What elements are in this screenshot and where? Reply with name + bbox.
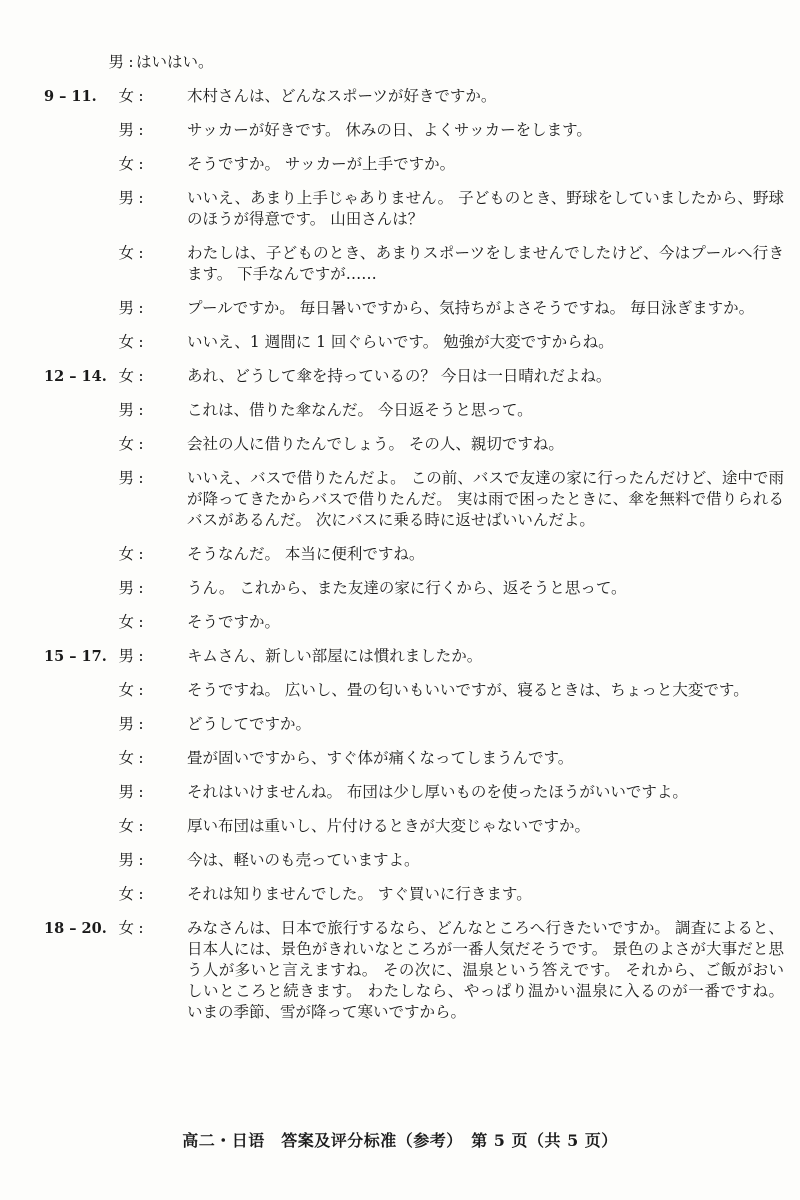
dialogue-text: あれ、どうして傘を持っているの？ 今日は一日晴れだよね。 xyxy=(187,367,612,385)
question-section xyxy=(44,918,784,1023)
dialogue-line xyxy=(44,918,784,1023)
speaker-label: 女 : xyxy=(118,87,144,105)
question-number: 12 – 14. xyxy=(44,368,107,385)
speaker-label: 女 : xyxy=(118,817,144,835)
dialogue-text: それは知りませんでした。 すぐ買いに行きます。 xyxy=(187,885,532,903)
dialogue-text: それはいけませんね。 布団は少し厚いものを使ったほうがいいですよ。 xyxy=(187,783,688,801)
dialogue-line xyxy=(44,400,784,421)
dialogue-text: そうですか。 サッカーが上手ですか。 xyxy=(187,155,456,173)
dialogue-line xyxy=(44,816,784,837)
dialogue-line xyxy=(44,188,784,230)
speaker-label: 男 : xyxy=(118,579,144,597)
question-section xyxy=(44,86,784,353)
speaker-label: 男 : xyxy=(118,401,144,419)
speaker-label: 女 : xyxy=(118,244,144,262)
dialogue-text: いいえ、バスで借りたんだよ。 この前、バスで友達の家に行ったんだけど、途中で雨が降ってきたからバスで借りたんだ。 実は雨で困ったときに、傘を無料で借りられるバスがあるんだ。 次にバスに乗る時に返せばいいんだよ。 xyxy=(187,469,784,529)
speaker-label: 女 : xyxy=(118,367,144,385)
dialogue-text: 厚い布団は重いし、片付けるときが大変じゃないですか。 xyxy=(187,817,591,835)
dialogue-text: これは、借りた傘なんだ。 今日返そうと思って。 xyxy=(187,401,533,419)
speaker-label: 男 : xyxy=(118,299,144,317)
dialogue-line xyxy=(44,86,784,107)
speaker-label: 男 : xyxy=(118,715,144,733)
dialogue-line xyxy=(44,646,784,667)
dialogue-line xyxy=(44,680,784,701)
dialogue-line xyxy=(44,884,784,905)
dialogue-line xyxy=(44,434,784,455)
dialogue-line xyxy=(44,544,784,565)
dialogue-text: 木村さんは、どんなスポーツが好きですか。 xyxy=(187,87,497,105)
dialogue-text: プールですか。 毎日暑いですから、気持ちがよさそうですね。 毎日泳ぎますか。 xyxy=(187,299,755,317)
dialogue-text: そうですか。 xyxy=(187,613,281,631)
page-footer: 高二・日语 答案及评分标准（参考） 第 5 页（共 5 页） xyxy=(182,1131,618,1150)
speaker-label: 男 : xyxy=(118,851,144,869)
dialogue-text: はいはい。 xyxy=(136,53,214,71)
dialogue-line xyxy=(44,366,784,387)
speaker-label: 女 : xyxy=(118,749,144,767)
question-section xyxy=(44,366,784,633)
dialogue-text: そうですね。 広いし、畳の匂いもいいですが、寝るときは、ちょっと大変です。 xyxy=(187,681,749,699)
dialogue-text: うん。 これから、また友達の家に行くから、返そうと思って。 xyxy=(187,579,627,597)
dialogue-line xyxy=(44,120,784,141)
dialogue-text: サッカーが好きです。 休みの日、よくサッカーをします。 xyxy=(187,121,592,139)
question-number: 15 – 17. xyxy=(44,648,107,665)
speaker-label: 男 : xyxy=(118,783,144,801)
dialogue-line xyxy=(44,782,784,803)
dialogue-line xyxy=(44,714,784,735)
dialogue-text: いいえ、あまり上手じゃありません。 子どものとき、野球をしていましたから、野球のほうが得意です。 山田さんは？ xyxy=(187,189,784,228)
question-sections xyxy=(44,86,784,1023)
speaker-label: 男 : xyxy=(118,469,144,487)
speaker-label: 女 : xyxy=(118,681,144,699)
dialogue-line xyxy=(44,748,784,769)
speaker-label: 女 : xyxy=(118,885,144,903)
speaker-label: 女 : xyxy=(118,545,144,563)
lead-line xyxy=(44,52,784,73)
dialogue-line xyxy=(44,243,784,285)
question-section xyxy=(44,646,784,905)
dialogue-text: 今は、軽いのも売っていますよ。 xyxy=(187,851,420,869)
question-number: 9 – 11. xyxy=(44,88,97,105)
transcript-body xyxy=(44,52,784,1036)
dialogue-line xyxy=(44,612,784,633)
speaker-label: 女 : xyxy=(118,435,144,453)
dialogue-line xyxy=(44,332,784,353)
dialogue-text: キムさん、新しい部屋には慣れましたか。 xyxy=(187,647,483,665)
dialogue-text: そうなんだ。 本当に便利ですね。 xyxy=(187,545,425,563)
speaker-label: 男 : xyxy=(118,647,144,665)
dialogue-text: みなさんは、日本で旅行するなら、どんなところへ行きたいですか。 調査によると、日本人には、景色がきれいなところが一番人気だそうです。 景色のよさが大事だと思う人が多いと言えますね。 その次に、温泉という答えです。 それから、ご飯がおいしいところと続きます。 わたしなら、やっぱり温かい温泉に入るのが一番ですね。 いまの季節、雪が降って寒いですから。 xyxy=(187,919,784,1021)
speaker-label: 女 : xyxy=(118,155,144,173)
speaker-label: 男 : xyxy=(118,189,144,207)
question-number: 18 – 20. xyxy=(44,920,107,937)
speaker-label: 男 : xyxy=(118,121,144,139)
speaker-label: 女 : xyxy=(118,333,144,351)
dialogue-text: いいえ、1 週間に 1 回ぐらいです。 勉強が大変ですからね。 xyxy=(187,333,614,351)
dialogue-text: 会社の人に借りたんでしょう。 その人、親切ですね。 xyxy=(187,435,564,453)
speaker-label: 男 : xyxy=(108,53,134,71)
speaker-label: 女 : xyxy=(118,919,144,937)
dialogue-text: 畳が固いですから、すぐ体が痛くなってしまうんです。 xyxy=(187,749,574,767)
speaker-label: 女 : xyxy=(118,613,144,631)
dialogue-text: わたしは、子どものとき、あまりスポーツをしませんでしたけど、今はプールへ行きます。 下手なんですが…… xyxy=(187,244,784,283)
dialogue-line xyxy=(44,850,784,871)
dialogue-line xyxy=(44,578,784,599)
dialogue-line xyxy=(44,298,784,319)
dialogue-text: どうしてですか。 xyxy=(187,715,312,733)
dialogue-line xyxy=(44,468,784,531)
dialogue-line xyxy=(44,154,784,175)
